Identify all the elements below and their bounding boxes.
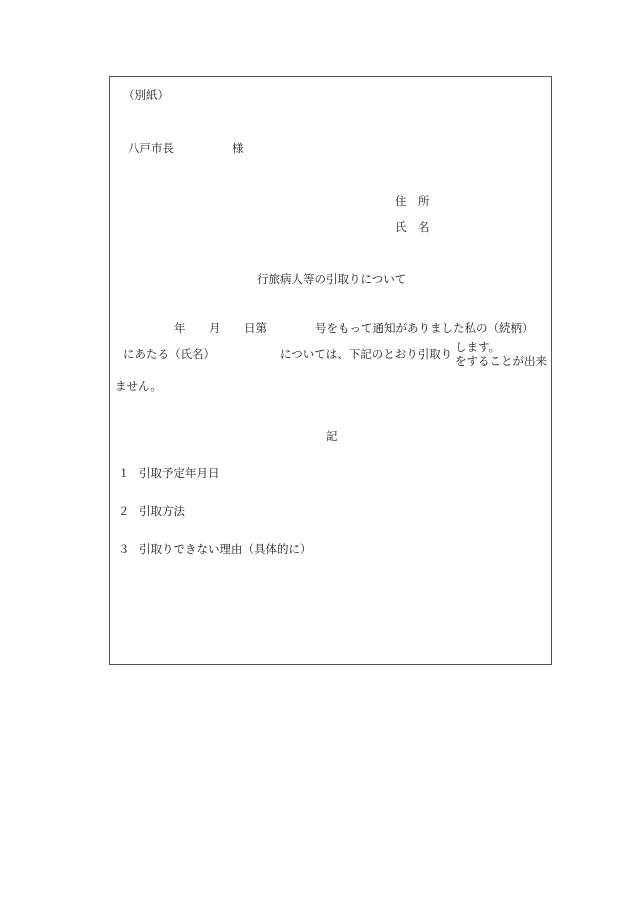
item-number: １ — [118, 466, 130, 480]
item-label: 引取方法 — [139, 504, 185, 518]
addressee-name: 八戸市長 — [128, 141, 174, 155]
item-label: 引取りできない理由（具体的に） — [139, 542, 312, 556]
addressee-honorific: 様 — [232, 141, 244, 155]
option-will: します。 — [455, 340, 501, 354]
sender-name-label: 氏 名 — [395, 220, 430, 234]
date-year: 年 — [174, 321, 186, 335]
ki-heading: 記 — [326, 429, 338, 443]
number-suffix: 号をもって通知がありました私の（続柄） — [315, 321, 534, 335]
document-title: 行旅病人等の引取りについて — [257, 272, 407, 286]
item-number: ２ — [118, 504, 130, 518]
date-day-number-prefix: 日第 — [244, 321, 267, 335]
sender-address-label: 住 所 — [395, 194, 430, 208]
relation-suffix: については、下記のとおり引取り — [280, 347, 453, 361]
item-label: 引取予定年月日 — [139, 466, 220, 480]
continuation-text: ません。 — [115, 379, 162, 393]
attachment-label: （別紙） — [123, 88, 169, 102]
item-number: ３ — [118, 542, 130, 556]
relation-prefix: にあたる（氏名） — [123, 347, 215, 361]
option-cannot: をすることが出来 — [455, 354, 547, 368]
form-frame — [109, 76, 552, 665]
date-month: 月 — [209, 321, 221, 335]
